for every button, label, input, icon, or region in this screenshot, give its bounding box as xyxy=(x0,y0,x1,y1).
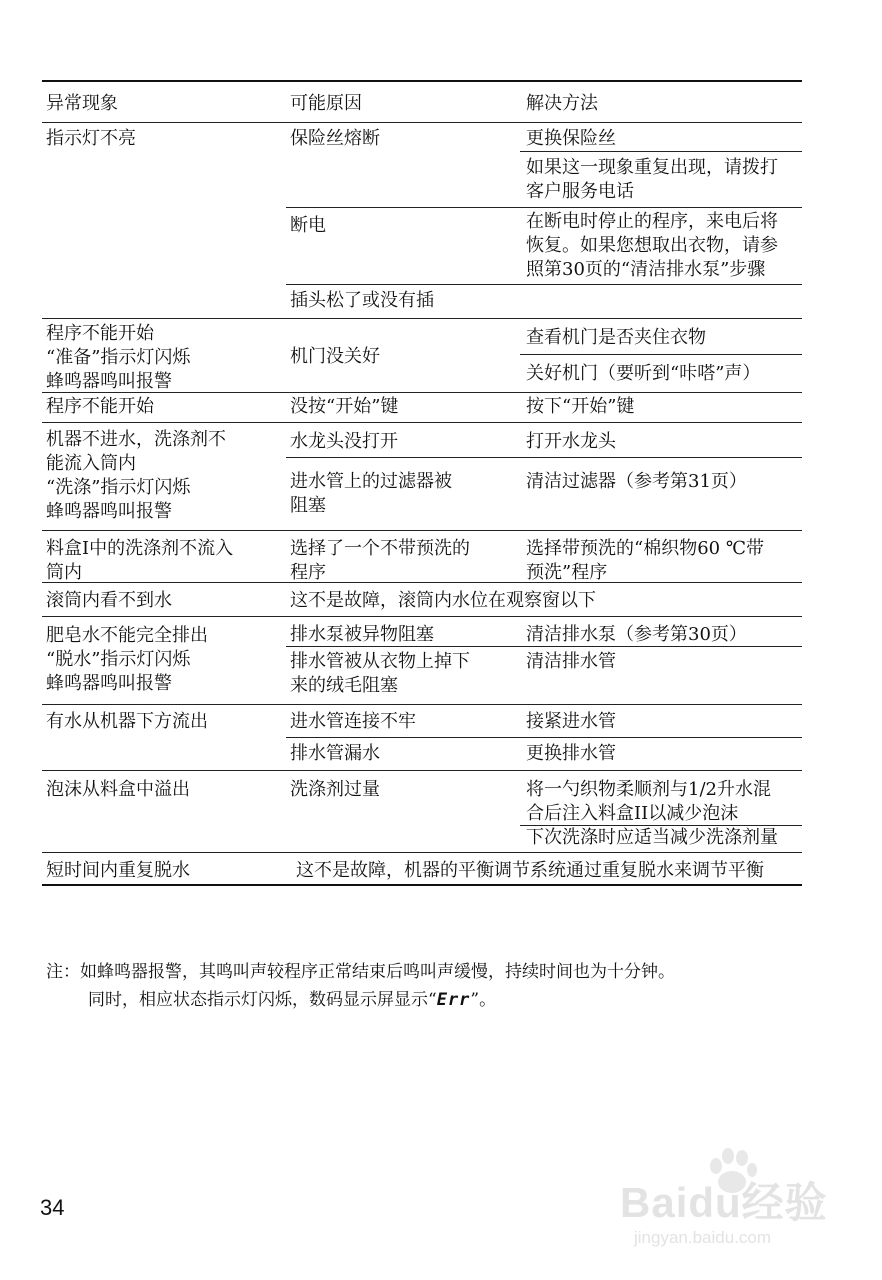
table-top-rule xyxy=(42,80,802,82)
rule xyxy=(42,530,802,531)
row5-solution: 选择带预洗的“棉织物60 ℃带 预洗”程序 xyxy=(526,538,764,583)
rule xyxy=(286,284,802,285)
row9-symptom: 泡沫从料盒中溢出 xyxy=(46,779,190,800)
row8-solution2: 更换排水管 xyxy=(526,743,616,764)
row6-merged: 这不是故障，滚筒内水位在观察窗以下 xyxy=(290,590,596,611)
footnote-line2-suffix: ”。 xyxy=(470,990,497,1010)
footnote-line1: 注：如蜂鸣器报警，其鸣叫声较程序正常结束后鸣叫声缓慢，持续时间也为十分钟。 xyxy=(46,962,675,982)
rule xyxy=(42,582,802,583)
row5-cause: 选择了一个不带预洗的 程序 xyxy=(290,538,470,583)
row4-solution1: 打开水龙头 xyxy=(526,431,616,452)
row1-solution1a: 更换保险丝 xyxy=(526,128,616,149)
row7-solution1: 清洁排水泵（参考第30页） xyxy=(526,624,747,645)
row7-solution2: 清洁排水管 xyxy=(526,651,616,672)
watermark-url: jingyan.baidu.com xyxy=(634,1228,772,1247)
row1-cause2: 断电 xyxy=(290,215,326,236)
rule xyxy=(42,852,802,853)
footnote xyxy=(46,958,846,1014)
row9-cause: 洗涤剂过量 xyxy=(290,779,380,800)
row4-cause1: 水龙头没打开 xyxy=(290,431,398,452)
row8-cause1: 进水管连接不牢 xyxy=(290,711,416,732)
row7-symptom: 肥皂水不能完全排出 “脱水”指示灯闪烁 蜂鸣器鸣叫报警 xyxy=(46,625,208,694)
row7-cause1: 排水泵被异物阻塞 xyxy=(290,624,434,645)
rule xyxy=(286,207,802,208)
rule xyxy=(520,151,802,152)
row9-solution2: 下次洗涤时应适当减少洗涤剂量 xyxy=(526,827,778,848)
row1-solution1b: 如果这一现象重复出现，请拨打 客户服务电话 xyxy=(526,157,778,202)
header-solution: 解决方法 xyxy=(526,93,598,114)
page-number: 34 xyxy=(40,1195,65,1220)
row6-symptom: 滚筒内看不到水 xyxy=(46,590,172,611)
row2-symptom: 程序不能开始 “准备”指示灯闪烁 蜂鸣器鸣叫报警 xyxy=(46,323,191,392)
row9-solution1: 将一勺织物柔顺剂与1/2升水混 合后注入料盒II以减少泡沫 xyxy=(526,779,771,824)
rule xyxy=(286,646,802,647)
row7-cause2: 排水管被从衣物上掉下 来的绒毛阻塞 xyxy=(290,651,470,696)
row4-solution2: 清洁过滤器（参考第31页） xyxy=(526,471,747,492)
row4-cause2: 进水管上的过滤器被 阻塞 xyxy=(290,471,452,516)
row3-solution: 按下“开始”键 xyxy=(526,396,635,417)
watermark xyxy=(620,1150,850,1260)
row3-symptom: 程序不能开始 xyxy=(46,396,154,417)
header-cause: 可能原因 xyxy=(290,93,362,114)
rule xyxy=(42,616,802,617)
watermark-logo: Baidu经验 xyxy=(620,1179,828,1226)
table-bottom-rule xyxy=(42,884,802,886)
row1-solution2: 在断电时停止的程序，来电后将 恢复。如果您想取出衣物，请参 照第30页的“清洁排水泵”步骤 xyxy=(526,211,778,280)
row3-cause: 没按“开始”键 xyxy=(290,396,399,417)
row8-cause2: 排水管漏水 xyxy=(290,743,380,764)
rule xyxy=(520,354,802,355)
row2-cause: 机门没关好 xyxy=(290,346,380,367)
row2-solution1: 查看机门是否夹住衣物 xyxy=(526,327,706,348)
row1-symptom: 指示灯不亮 xyxy=(46,128,136,149)
row2-solution2: 关好机门（要听到“咔嗒”声） xyxy=(526,363,761,384)
rule xyxy=(42,704,802,705)
row8-solution1: 接紧进水管 xyxy=(526,711,616,732)
rule xyxy=(42,392,802,393)
rule xyxy=(286,457,802,458)
rule xyxy=(42,422,802,423)
row1-cause1: 保险丝熔断 xyxy=(290,128,380,149)
row4-symptom: 机器不进水，洗涤剂不 能流入筒内 “洗涤”指示灯闪烁 蜂鸣器鸣叫报警 xyxy=(46,429,226,522)
row10-merged: 这不是故障，机器的平衡调节系统通过重复脱水来调节平衡 xyxy=(296,860,764,881)
footnote-line2 xyxy=(46,986,846,1014)
footnote-line2-prefix: 同时，相应状态指示灯闪烁，数码显示屏显示“ xyxy=(88,990,437,1010)
row8-symptom: 有水从机器下方流出 xyxy=(46,711,208,732)
rule xyxy=(42,318,802,319)
header-rule xyxy=(42,122,802,123)
display-code: Err xyxy=(436,990,471,1010)
row1-cause3: 插头松了或没有插 xyxy=(290,290,434,311)
header-symptom: 异常现象 xyxy=(46,93,118,114)
row5-symptom: 料盒I中的洗涤剂不流入 筒内 xyxy=(46,538,234,583)
rule xyxy=(42,770,802,771)
row10-symptom: 短时间内重复脱水 xyxy=(46,860,190,881)
rule xyxy=(286,737,802,738)
